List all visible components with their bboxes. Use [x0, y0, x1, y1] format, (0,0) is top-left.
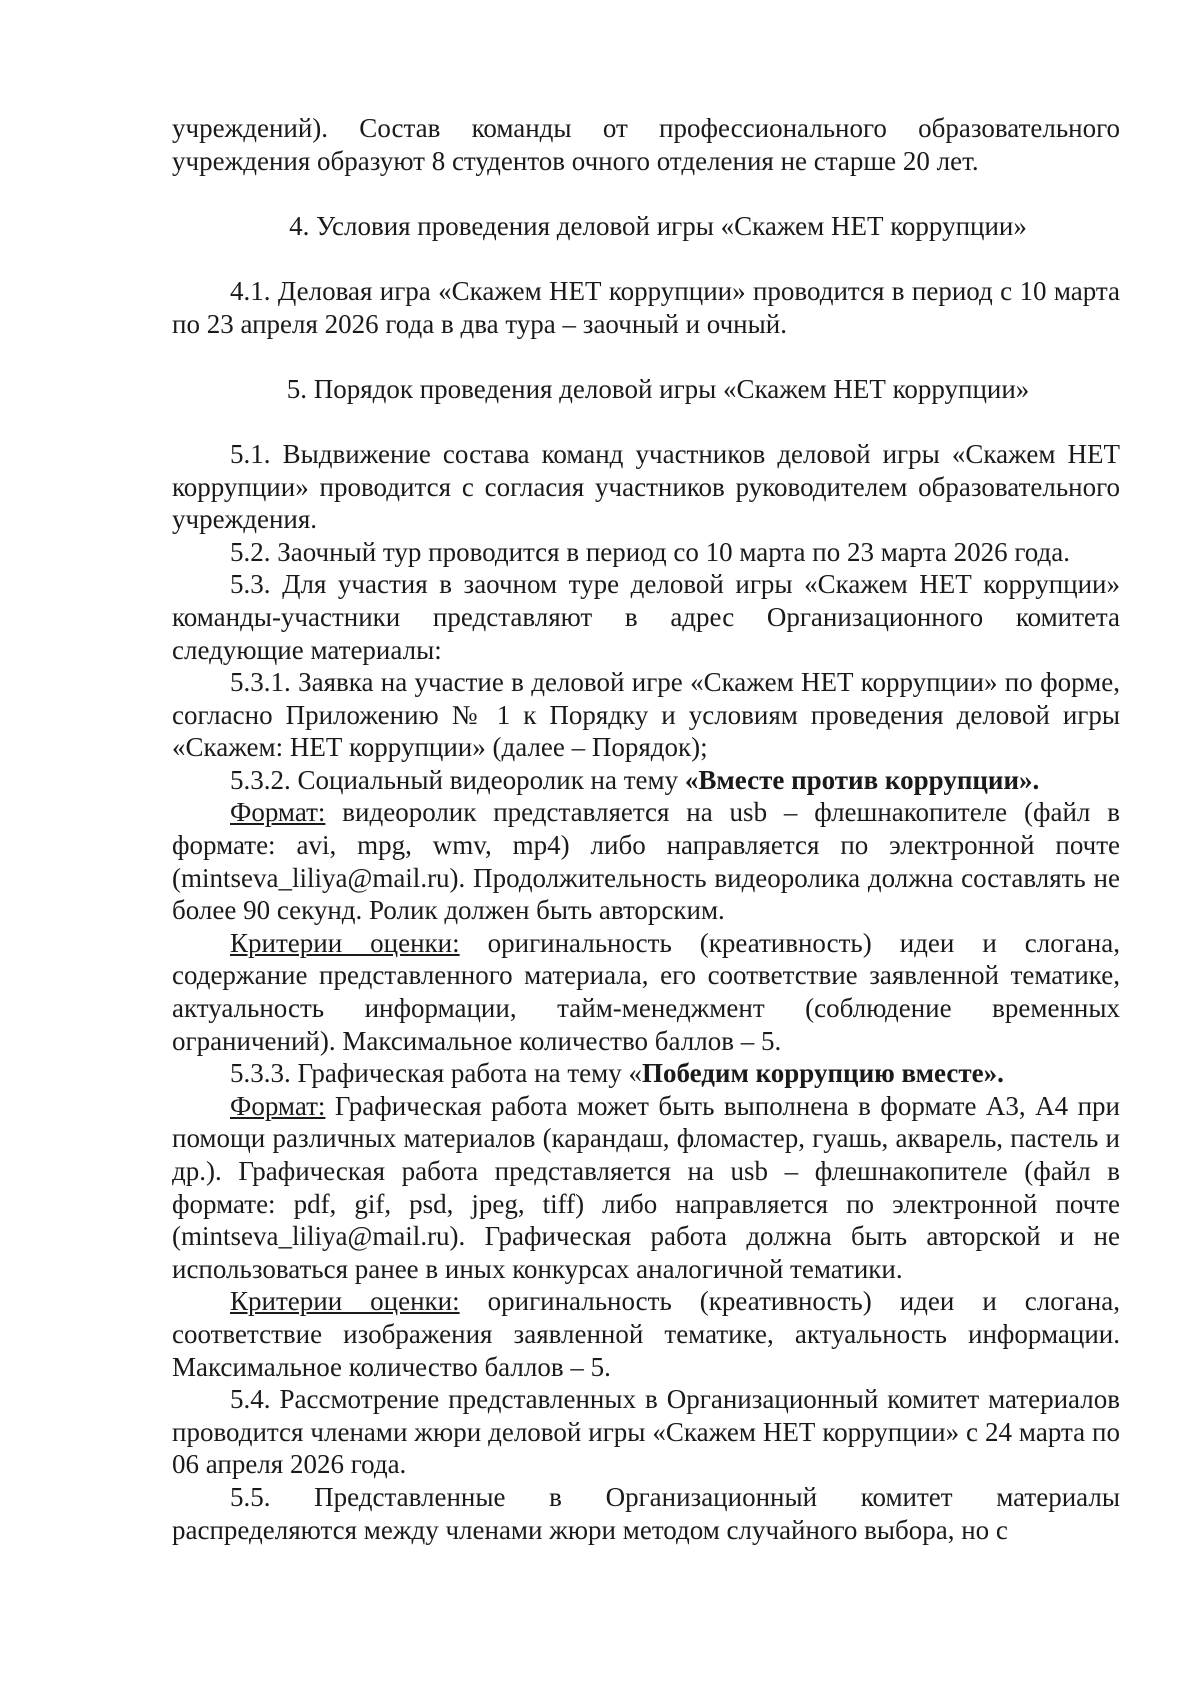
paragraph-5-4: 5.4. Рассмотрение представленных в Организационный комитет материалов проводится членами жюри деловой игры «Скажем НЕТ коррупции» с 24 марта по 06 апреля 2026 года.	[172, 1384, 1120, 1480]
paragraph-5-2: 5.2. Заочный тур проводится в период со 10 марта по 23 марта 2026 года.	[230, 536, 1070, 567]
paragraph-4-1: 4.1. Деловая игра «Скажем НЕТ коррупции» проводится в период с 10 марта по 23 апреля 2026 года в два тура – заочный и очный.	[172, 275, 1120, 339]
paragraph-video-format	[172, 796, 1120, 926]
document-body	[172, 112, 1120, 1546]
paragraph-5-3-2-prefix: 5.3.2. Социальный видеоролик на тему	[230, 764, 685, 795]
section-heading-5: 5. Порядок проведения деловой игры «Скажем НЕТ коррупции»	[286, 373, 1030, 404]
graphic-topic-bold: Победим коррупцию вместе».	[641, 1058, 1004, 1089]
spacer	[172, 340, 1120, 373]
spacer	[172, 405, 1120, 438]
graphic-format-label: Формат:	[230, 1090, 326, 1121]
video-format-label: Формат:	[230, 797, 326, 828]
graphic-criteria-text: оригинальность (креативность) идеи и слогана, соответствие изображения заявленной тематике, актуальность информации. Максимальное количество баллов – 5.	[172, 1286, 1120, 1382]
paragraph-5-3-2	[172, 764, 1120, 797]
paragraph-graphic-criteria	[172, 1285, 1120, 1383]
section-heading-4: 4. Условия проведения деловой игры «Скажем НЕТ коррупции»	[289, 210, 1027, 241]
paragraph-5-3-3-prefix: 5.3.3. Графическая работа на тему «	[230, 1058, 642, 1089]
paragraph-5-3-3	[172, 1057, 1120, 1090]
video-topic-bold: «Вместе против коррупции».	[684, 764, 1040, 795]
paragraph-video-criteria	[172, 927, 1120, 1057]
video-format-text: видеоролик представляется на usb – флешнакопителе (файл в формате: avi, mpg, wmv, mp4) либо направляется по электронной почте (mintseva_liliya@mail.ru). Продолжительность видеоролика должна составлять не более 90 секунд. Ролик должен быть авторским.	[172, 797, 1120, 926]
paragraph-5-1: 5.1. Выдвижение состава команд участников деловой игры «Скажем НЕТ коррупции» проводится с согласия участников руководителем образовательного учреждения.	[172, 438, 1120, 535]
paragraph-graphic-format	[172, 1090, 1120, 1286]
spacer	[172, 177, 1120, 210]
spacer	[172, 242, 1120, 275]
video-criteria-text: оригинальность (креативность) идеи и слогана, содержание представленного материала, его соответствие заявленной тематике, актуальность информации, тайм-менеджмент (соблюдение временных ограничений). Максимальное количество баллов – 5.	[172, 927, 1120, 1056]
paragraph-5-5: 5.5. Представленные в Организационный комитет материалы распределяются между членами жюри методом случайного выбора, но с	[172, 1481, 1120, 1545]
graphic-format-text: Графическая работа может быть выполнена в формате А3, А4 при помощи различных материалов (карандаш, фломастер, гуашь, акварель, пастель и др.). Графическая работа представляется на usb – флешнакопителе (файл в формате: pdf, gif, psd, jpeg, tiff) либо направляется по электронной почте (mintseva_liliya@mail.ru). Графическая работа должна быть авторской и не использоваться ранее в иных конкурсах аналогичной тематики.	[172, 1090, 1120, 1284]
paragraph-intro: учреждений). Состав команды от профессионального образовательного учреждения образуют 8 студентов очного отделения не старше 20 лет.	[172, 113, 1120, 176]
graphic-criteria-label: Критерии оценки:	[230, 1286, 460, 1317]
video-criteria-label: Критерии оценки:	[230, 927, 460, 958]
paragraph-5-3: 5.3. Для участия в заочном туре деловой игры «Скажем НЕТ коррупции» команды-участники представляют в адрес Организационного комитета следующие материалы:	[172, 569, 1120, 665]
paragraph-5-3-1: 5.3.1. Заявка на участие в деловой игре «Скажем НЕТ коррупции» по форме, согласно Приложению № 1 к Порядку и условиям проведения деловой игры «Скажем: НЕТ коррупции» (далее – Порядок);	[172, 667, 1120, 763]
